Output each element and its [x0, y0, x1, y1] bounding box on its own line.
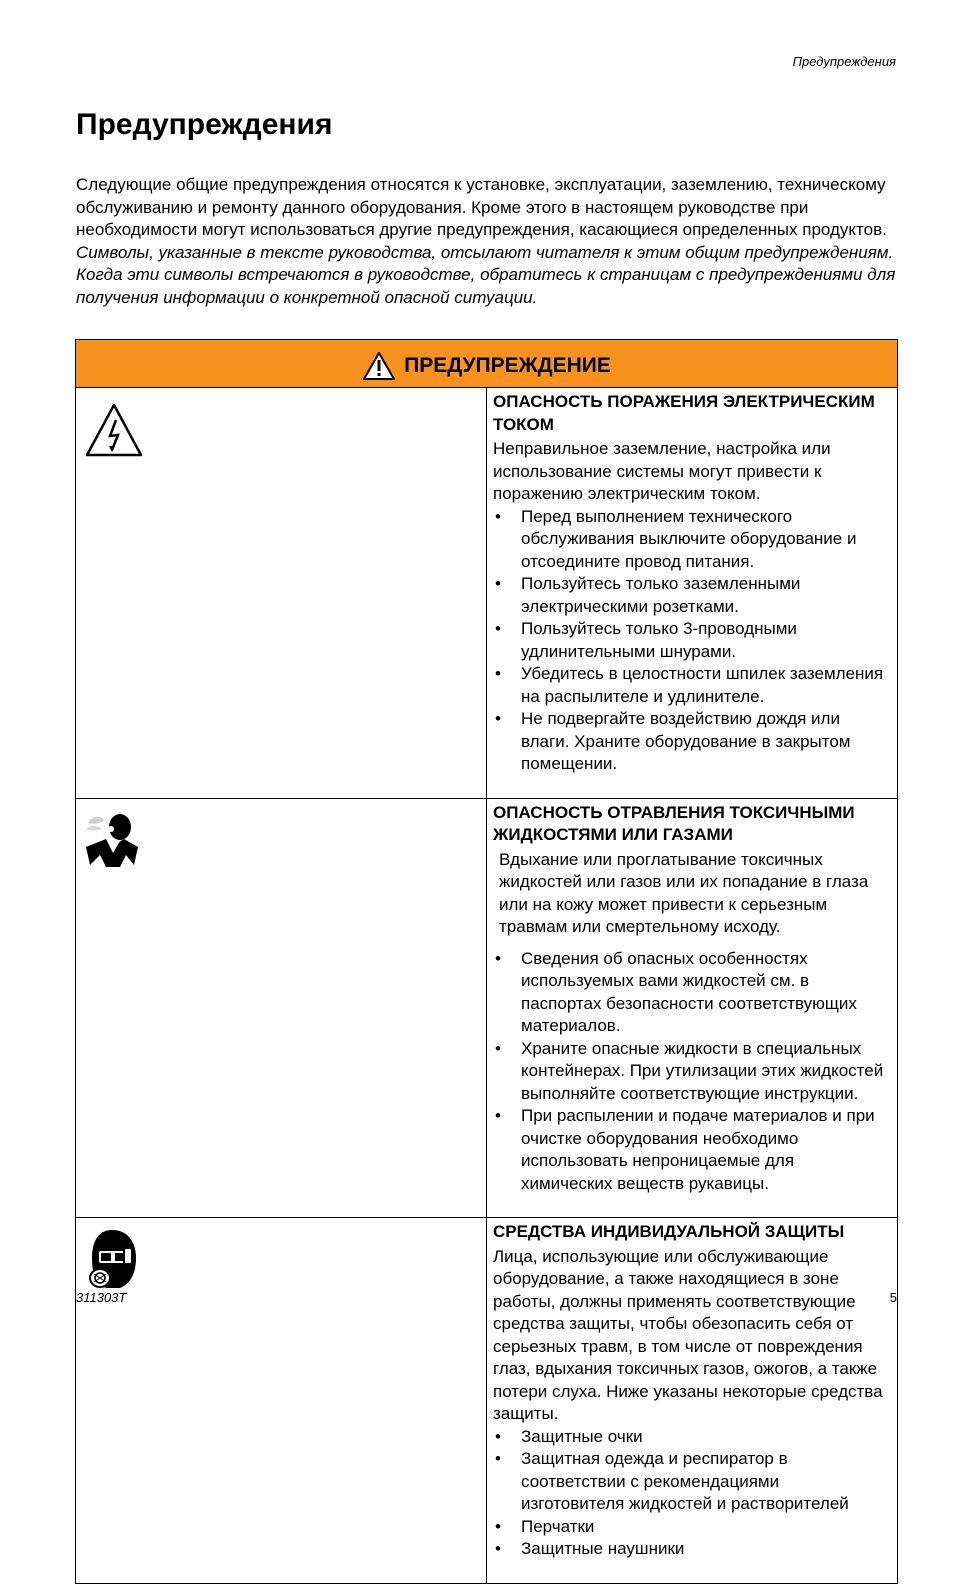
- text-cell: [487, 1218, 898, 1584]
- icon-cell: [76, 1218, 487, 1584]
- bullet-list: [493, 506, 887, 776]
- section-intro: Неправильное заземление, настройка или использование системы могут привести к поражению электрическим током.: [493, 439, 831, 503]
- electric-shock-icon: [84, 402, 144, 458]
- toxic-fumes-icon: [84, 809, 142, 869]
- section-title: ОПАСНОСТЬ ПОРАЖЕНИЯ ЭЛЕКТРИЧЕСКИМ ТОКОМ: [493, 392, 875, 434]
- warning-triangle-icon: [362, 351, 396, 381]
- warning-section-toxic: [76, 798, 898, 1218]
- icon-cell: [76, 388, 487, 799]
- list-item: • Пользуйтесь только заземленными электрическими розетками.: [493, 573, 887, 618]
- running-header: Предупреждения: [792, 54, 896, 69]
- personal-protective-equipment-icon: [84, 1228, 140, 1294]
- section-title: СРЕДСТВА ИНДИВИДУАЛЬНОЙ ЗАЩИТЫ: [493, 1222, 845, 1241]
- intro-text: Следующие общие предупреждения относятся к установке, эксплуатации, заземлению, техническому обслуживанию и ремонту данного оборудования. Кроме этого в настоящем руководстве при необходимости могут использоваться другие предупреждения, касающиеся определенных продуктов.: [76, 175, 887, 239]
- text-cell: [487, 388, 898, 799]
- warning-header-label: ПРЕДУПРЕЖДЕНИЕ: [404, 353, 611, 377]
- list-item: • Защитные очки: [493, 1426, 887, 1449]
- list-item: • Храните опасные жидкости в специальных контейнерах. При утилизации этих жидкостей выполняйте соответствующие инструкции.: [493, 1038, 887, 1106]
- list-item: • При распылении и подаче материалов и при очистке оборудования необходимо использовать непроницаемые для химических веществ рукавицы.: [493, 1105, 887, 1195]
- warning-section-electric: [76, 388, 898, 799]
- list-item: • Пользуйтесь только 3-проводными удлинительными шнурами.: [493, 618, 887, 663]
- list-item: • Убедитесь в целостности шпилек заземления на распылителе и удлинителе.: [493, 663, 887, 708]
- warning-table: [75, 339, 898, 1584]
- list-item: • Перчатки: [493, 1516, 887, 1539]
- warning-section-ppe: [76, 1218, 898, 1584]
- bullet-list: [493, 948, 887, 1196]
- list-item: • Защитные наушники: [493, 1538, 887, 1561]
- list-item: • Перед выполнением технического обслуживания выключите оборудование и отсоедините провод питания.: [493, 506, 887, 574]
- icon-cell: [76, 798, 487, 1218]
- intro-italic-text: Символы, указанные в тексте руководства, отсылают читателя к этим общим предупреждениям. Когда эти символы встречаются в руководстве, обратитесь к страницам с предупреждениями для получения информации о конкретной опасной ситуации.: [76, 242, 896, 307]
- warning-header: [76, 340, 898, 388]
- footer-doc-number: 311303T: [76, 1290, 127, 1305]
- intro-paragraph: [76, 174, 906, 309]
- list-item: • Сведения об опасных особенностях используемых вами жидкостей см. в паспортах безопасности соответствующих материалов.: [493, 948, 887, 1038]
- footer-page-number: 5: [889, 1290, 897, 1305]
- list-item: • Не подвергайте воздействию дождя или влаги. Храните оборудование в закрытом помещении.: [493, 708, 887, 776]
- section-intro: Вдыхание или проглатывание токсичных жидкостей или газов или их попадание в глаза или на кожу может привести к серьезным травмам или смертельному исходу.: [499, 849, 869, 936]
- section-intro: Лица, использующие или обслуживающие оборудование, а также находящиеся в зоне работы, должны применять соответствующие средства защиты, чтобы обезопасить себя от серьезных травм, в том числе от повреждения глаз, вдыхания токсичных газов, ожогов, а также потери слуха. Ниже указаны некоторые средства защиты.: [493, 1246, 883, 1423]
- list-item: • Защитная одежда и респиратор в соответствии с рекомендациями изготовителя жидкостей и растворителей: [493, 1448, 887, 1516]
- section-title: ОПАСНОСТЬ ОТРАВЛЕНИЯ ТОКСИЧНЫМИ ЖИДКОСТЯМИ ИЛИ ГАЗАМИ: [493, 802, 855, 844]
- text-cell: [487, 798, 898, 1218]
- bullet-list: [493, 1426, 887, 1561]
- page-title: Предупреждения: [76, 108, 333, 141]
